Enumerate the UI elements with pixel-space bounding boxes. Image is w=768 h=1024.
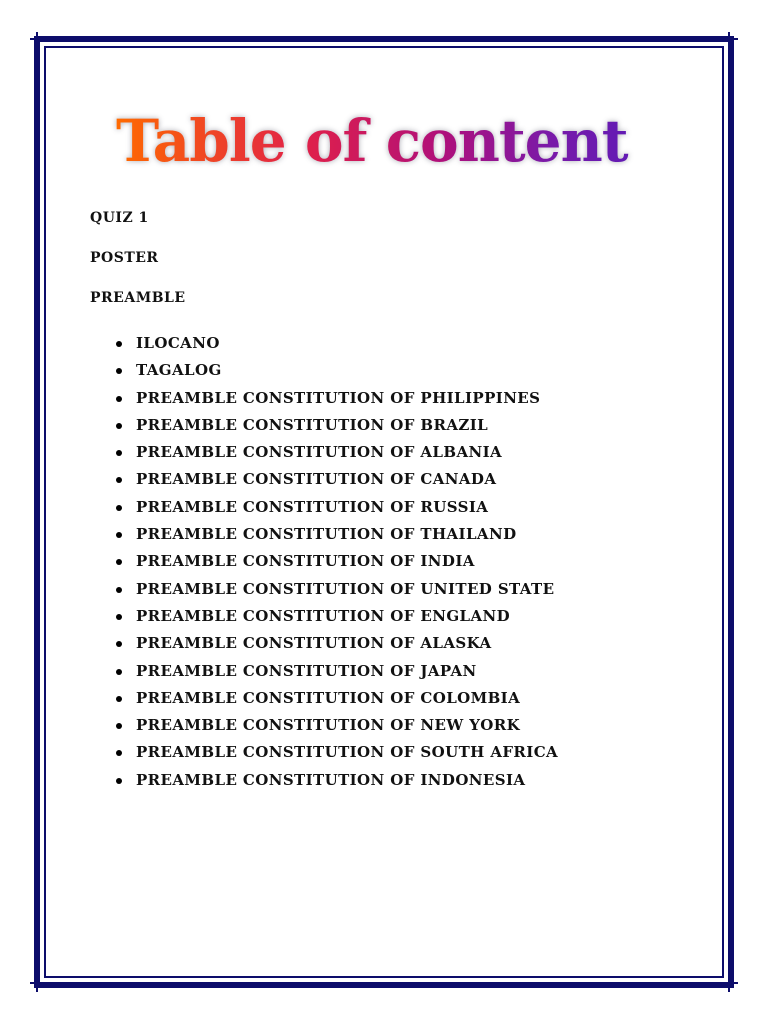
bullet-icon: [116, 696, 122, 702]
list-item: [116, 685, 558, 712]
list-item: [116, 521, 558, 548]
list-item: [116, 767, 558, 794]
list-item-label: PREAMBLE CONSTITUTION OF RUSSIA: [136, 497, 489, 516]
list-item-label: PREAMBLE CONSTITUTION OF PHILIPPINES: [136, 388, 541, 407]
list-item: [116, 658, 558, 685]
bullet-icon: [116, 450, 122, 456]
bullet-icon: [116, 396, 122, 402]
bullet-icon: [116, 532, 122, 538]
section-heading-preamble: PREAMBLE: [90, 290, 186, 306]
list-item: [116, 466, 558, 493]
list-item: [116, 439, 558, 466]
list-item: [116, 603, 558, 630]
corner-ornament-bottom-left: [30, 976, 46, 992]
list-item-label: PREAMBLE CONSTITUTION OF SOUTH AFRICA: [136, 743, 559, 762]
section-heading-poster: POSTER: [90, 250, 159, 266]
list-item: [116, 630, 558, 657]
bullet-icon: [116, 505, 122, 511]
list-item-label: PREAMBLE CONSTITUTION OF INDIA: [136, 552, 475, 571]
list-item: [116, 712, 558, 739]
bullet-icon: [116, 341, 122, 347]
bullet-icon: [116, 723, 122, 729]
list-item-label: PREAMBLE CONSTITUTION OF COLOMBIA: [136, 688, 521, 707]
bullet-icon: [116, 477, 122, 483]
list-item: [116, 548, 558, 575]
bullet-icon: [116, 559, 122, 565]
list-item-label: PREAMBLE CONSTITUTION OF ALBANIA: [136, 443, 503, 462]
list-item-label: PREAMBLE CONSTITUTION OF JAPAN: [136, 661, 477, 680]
page-title: Table of content: [116, 96, 656, 186]
list-item-label: PREAMBLE CONSTITUTION OF ALASKA: [136, 634, 492, 653]
list-item-label: PREAMBLE CONSTITUTION OF INDONESIA: [136, 770, 526, 789]
list-item-label: PREAMBLE CONSTITUTION OF UNITED STATE: [136, 579, 555, 598]
bullet-icon: [116, 423, 122, 429]
list-item-label: PREAMBLE CONSTITUTION OF CANADA: [136, 470, 497, 489]
list-item-label: PREAMBLE CONSTITUTION OF THAILAND: [136, 525, 517, 544]
bullet-icon: [116, 750, 122, 756]
preamble-list: [116, 330, 558, 794]
bullet-icon: [116, 669, 122, 675]
list-item: [116, 576, 558, 603]
list-item-label: PREAMBLE CONSTITUTION OF BRAZIL: [136, 415, 489, 434]
list-item-label: TAGALOG: [136, 361, 222, 380]
list-item: [116, 494, 558, 521]
list-item-label: PREAMBLE CONSTITUTION OF NEW YORK: [136, 716, 521, 735]
list-item: [116, 330, 558, 357]
list-item-label: PREAMBLE CONSTITUTION OF ENGLAND: [136, 606, 511, 625]
list-item: [116, 739, 558, 766]
bullet-icon: [116, 614, 122, 620]
corner-ornament-top-right: [722, 32, 738, 48]
list-item: [116, 412, 558, 439]
section-heading-quiz: QUIZ 1: [90, 210, 149, 226]
bullet-icon: [116, 778, 122, 784]
corner-ornament-top-left: [30, 32, 46, 48]
bullet-icon: [116, 587, 122, 593]
list-item: [116, 385, 558, 412]
corner-ornament-bottom-right: [722, 976, 738, 992]
list-item: [116, 357, 558, 384]
bullet-icon: [116, 641, 122, 647]
bullet-icon: [116, 368, 122, 374]
list-item-label: ILOCANO: [136, 334, 220, 352]
